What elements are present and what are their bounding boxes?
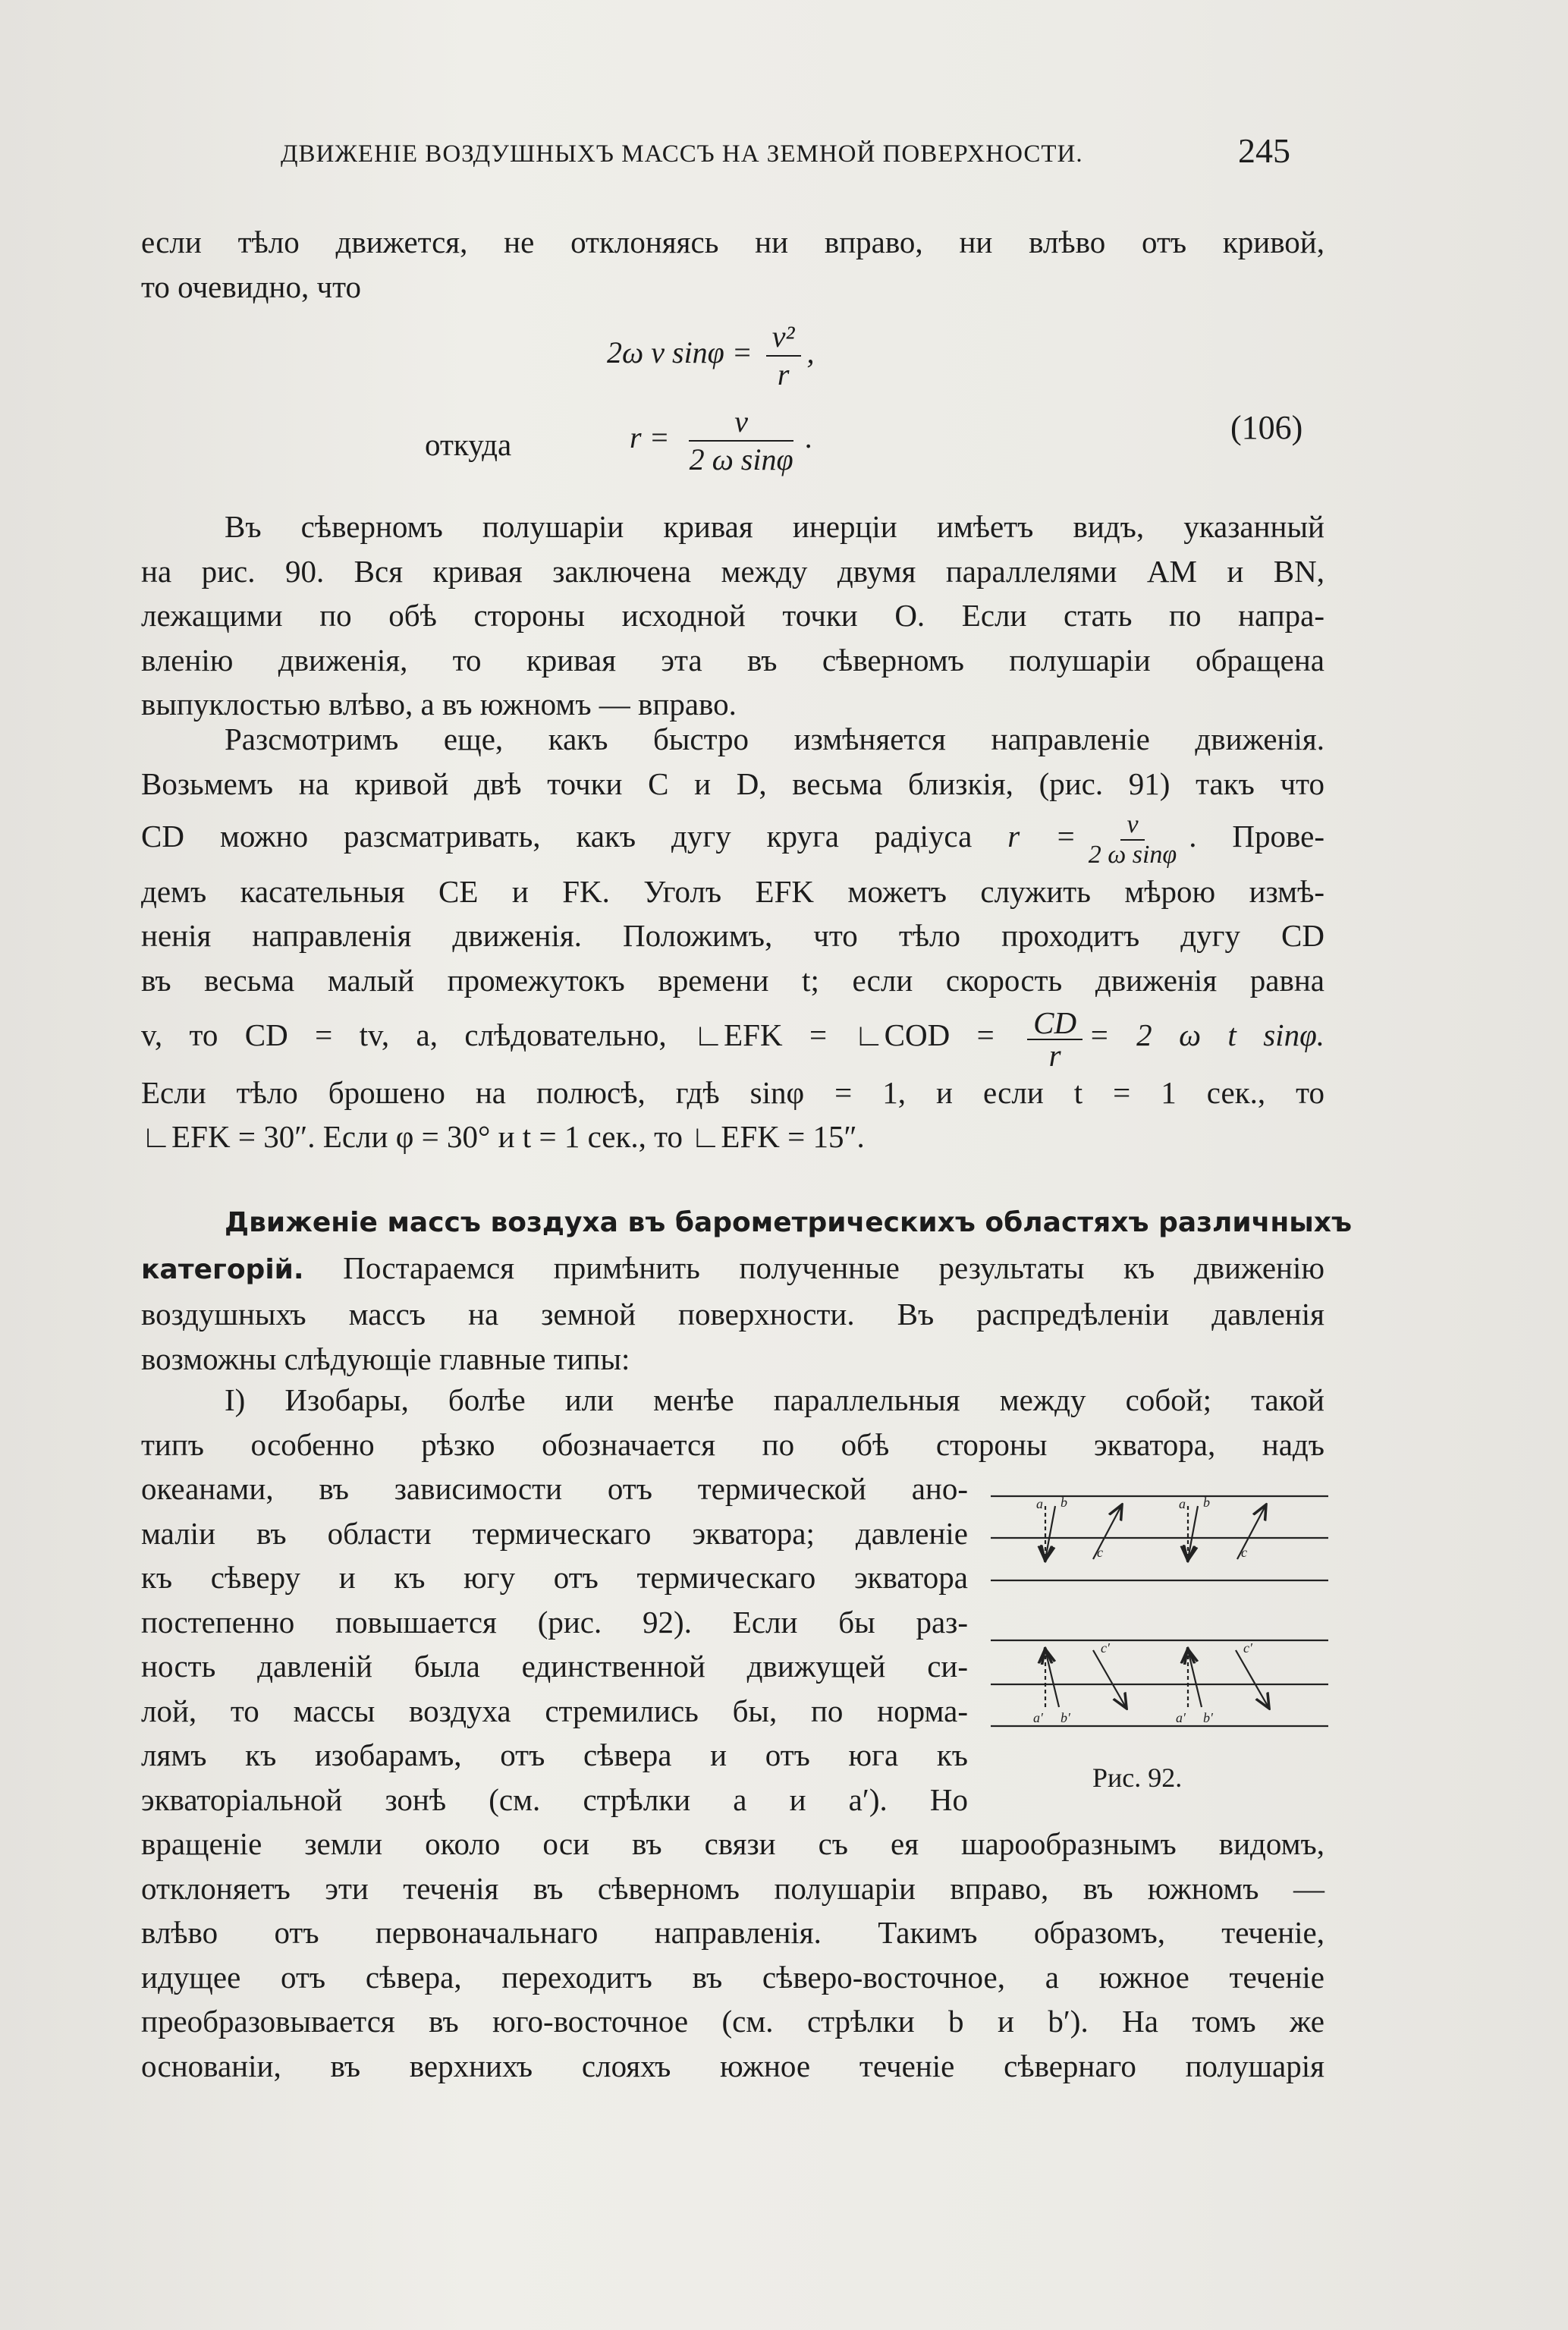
text-line: экваторіальной зонѣ (см. стрѣлки a и a′). Но — [141, 1781, 968, 1817]
formula-word: откуда — [425, 427, 512, 462]
fraction-numerator: v — [1120, 810, 1144, 841]
formula-tail: , — [806, 335, 815, 370]
text-segment: v, то CD = tv, а, слѣдовательно, ∟EFK = ∟COD = — [141, 1017, 995, 1053]
paragraph-inertia-curve — [141, 505, 1324, 727]
arrow-b-prime — [1188, 1650, 1202, 1707]
text-line: вращеніе земли около оси въ связи съ ея шарообразнымъ видомъ, — [141, 1826, 1324, 1861]
fraction-denominator: r — [1048, 1037, 1061, 1073]
text-line-with-formula — [141, 1002, 1324, 1071]
paragraph-isobars-continued — [141, 1822, 1324, 2088]
isobar-lines — [991, 1496, 1328, 1726]
text-line: если тѣло движется, не отклоняясь ни вправо, ни влѣво отъ кривой, — [141, 225, 1324, 259]
text-line: къ сѣверу и къ югу отъ термическаго экватора — [141, 1560, 968, 1595]
text-line: ненія направленія движенія. Положимъ, что тѣло проходитъ дугу CD — [141, 918, 1324, 954]
text-line: преобразовывается въ юго-восточное (см. стрѣлки b и b′). На томъ же — [141, 2004, 1324, 2039]
arrow-b-prime — [1045, 1650, 1059, 1707]
label-c: c — [1097, 1545, 1103, 1560]
text-segment: = 2 ω t sinφ. — [1089, 1017, 1324, 1053]
fraction-denominator: 2 ω sinφ — [689, 442, 793, 476]
label-b-prime: b′ — [1061, 1710, 1070, 1725]
text-line: маліи въ области термическаго экватора; давленіе — [141, 1515, 968, 1551]
text-line: возможны слѣдующіе главные типы: — [141, 1341, 630, 1376]
text-line: воздушныхъ массъ на земной поверхности. Въ распредѣленіи давленія — [141, 1297, 1324, 1332]
equation-number: (106) — [1230, 409, 1303, 446]
text-line: Если тѣло брошено на полюсѣ, гдѣ sinφ = 1, и если t = 1 сек., то — [141, 1074, 1324, 1110]
fraction — [1083, 810, 1183, 869]
text-line: то очевидно, что — [141, 269, 361, 304]
figure-92-isobar-diagram — [983, 1479, 1332, 1760]
text-line: въ весьма малый промежутокъ времени t; если скорость движенія равна — [141, 962, 1324, 998]
fraction-numerator: v² — [766, 319, 801, 357]
label-b: b — [1203, 1495, 1210, 1510]
label-a: a — [1179, 1496, 1186, 1511]
label-b: b — [1061, 1495, 1067, 1510]
text-line: I) Изобары, болѣе или менѣе параллельныя между собой; такой — [225, 1382, 1324, 1417]
text-segment: . Прове- — [1189, 819, 1324, 854]
page-number: 245 — [1238, 131, 1290, 170]
label-b-prime: b′ — [1203, 1710, 1213, 1725]
figure-labels — [1033, 1495, 1253, 1725]
fraction-numerator: v — [689, 404, 793, 442]
section-heading: Движеніе массъ воздуха въ барометрическихъ областяхъ различныхъ — [225, 1207, 1353, 1238]
text-line: на рис. 90. Вся кривая заключена между двумя параллелями AM и BN, — [141, 553, 1324, 589]
text-line: лежащими по обѣ стороны исходной точки O. Если стать по напра- — [141, 598, 1324, 633]
paragraph-isobars-wrapped — [141, 1467, 968, 1822]
text-line: ность давленій была единственной движущей си- — [141, 1649, 968, 1684]
fraction-denominator: 2 ω sinφ — [1088, 840, 1177, 869]
text-line: влѣво отъ первоначальнаго направленія. Такимъ образомъ, теченіе, — [141, 1915, 1324, 1950]
text-line: лой, то массы воздуха стремились бы, по норма- — [141, 1693, 968, 1728]
text-line: Разсмотримъ еще, какъ быстро измѣняется направленіе движенія. — [225, 722, 1324, 756]
paragraph-isobars — [141, 1378, 1324, 1467]
formula-radius — [630, 404, 813, 478]
southern-arrows — [1045, 1650, 1268, 1707]
label-c: c — [1241, 1545, 1247, 1560]
fraction — [1027, 1007, 1083, 1071]
arrow-b — [1188, 1506, 1198, 1559]
formula-lhs: r = — [1007, 819, 1076, 854]
formula-coriolis — [607, 319, 815, 393]
running-header: ДВИЖЕНІЕ ВОЗДУШНЫХЪ МАССЪ НА ЗЕМНОЙ ПОВЕРХНОСТИ. — [281, 140, 1083, 168]
arrow-c-prime — [1236, 1650, 1268, 1707]
formula-lhs: r = — [630, 420, 670, 455]
arrow-b — [1045, 1506, 1055, 1559]
northern-arrows — [1045, 1506, 1265, 1559]
text-line: отклоняетъ эти теченія въ сѣверномъ полушаріи вправо, въ южномъ — — [141, 1870, 1324, 1906]
section-heading-line — [141, 1199, 1353, 1246]
text-line: Возьмемъ на кривой двѣ точки C и D, весьма близкія, (рис. 91) такъ что — [141, 766, 1324, 801]
text-segment: CD можно разсматривать, какъ дугу круга радіуса — [141, 819, 973, 854]
text-line: ∟EFK = 30″. Если φ = 30° и t = 1 сек., то ∟EFK = 15″. — [141, 1119, 865, 1155]
text-line: идущее отъ сѣвера, переходитъ въ сѣверо-восточное, а южное теченіе — [141, 1959, 1324, 1995]
text-line: лямъ къ изобарамъ, отъ сѣвера и отъ юга къ — [141, 1737, 968, 1772]
fraction-denominator: r — [777, 357, 790, 391]
arrow-c-prime — [1093, 1650, 1126, 1707]
section-heading: категорій. — [141, 1253, 304, 1285]
text-line: вленію движенія, то кривая эта въ сѣверномъ полушаріи обращена — [141, 642, 1324, 678]
label-c-prime: c′ — [1243, 1640, 1252, 1656]
text-line-with-formula — [141, 806, 1324, 869]
text-line: Въ сѣверномъ полушаріи кривая инерціи имѣетъ видъ, указанный — [225, 509, 1324, 544]
fraction — [683, 404, 800, 478]
text-line: океанами, въ зависимости отъ термической ано- — [141, 1471, 968, 1506]
fraction-numerator: CD — [1027, 1007, 1083, 1040]
figure-caption: Рис. 92. — [1092, 1762, 1183, 1793]
label-c-prime: c′ — [1101, 1640, 1110, 1656]
text-line: выпуклостью влѣво, а въ южномъ — вправо. — [141, 687, 737, 722]
paragraph-barometric-regions — [141, 1199, 1353, 1381]
label-a: a — [1036, 1496, 1043, 1511]
label-a-prime: a′ — [1176, 1710, 1186, 1725]
formula-tail: . — [805, 420, 813, 455]
paragraph-direction-change — [141, 717, 1324, 1159]
text-line: основаніи, въ верхнихъ слояхъ южное теченіе сѣвернаго полушарія — [141, 2048, 1324, 2083]
text-line — [141, 1246, 1324, 1293]
fraction — [766, 319, 801, 393]
text-line: постепенно повышается (рис. 92). Если бы раз- — [141, 1604, 968, 1640]
formula-lhs: 2ω v sinφ = — [607, 335, 753, 370]
intro-paragraph — [141, 220, 1324, 309]
text-line: демъ касательныя CE и FK. Уголъ EFK можетъ служить мѣрою измѣ- — [141, 873, 1324, 909]
text-segment: Постараемся примѣнить полученные результаты къ движенію — [303, 1250, 1324, 1285]
label-a-prime: a′ — [1033, 1710, 1043, 1725]
text-line: типъ особенно рѣзко обозначается по обѣ стороны экватора, надъ — [141, 1426, 1324, 1462]
